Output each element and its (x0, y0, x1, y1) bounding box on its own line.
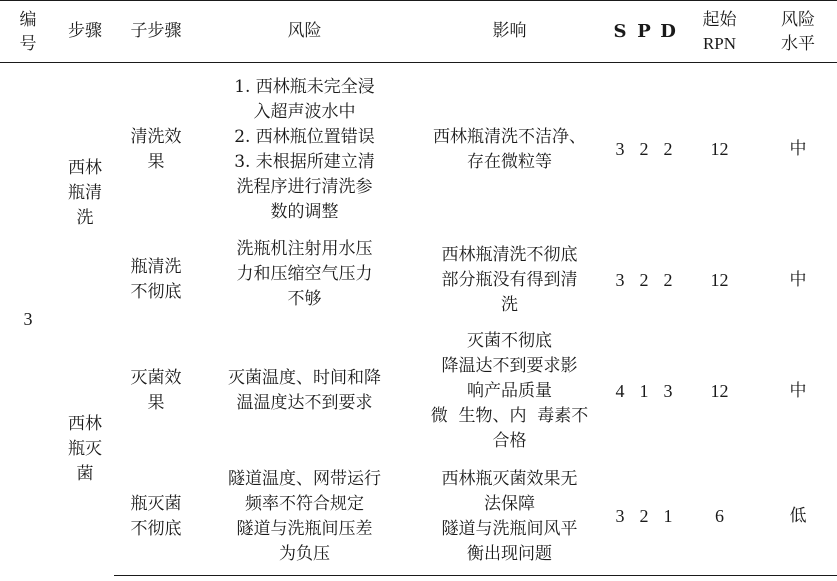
table-row (0, 63, 837, 237)
risk-level-cell: 低 (759, 459, 837, 576)
substep-cell: 瓶灭菌 不彻底 (114, 459, 198, 576)
rpn-cell: 12 (710, 139, 729, 160)
risk-level-cell: 中 (789, 139, 807, 160)
rpn-cell: 12 (710, 269, 729, 290)
header-rpn: 起始 RPN (680, 1, 759, 63)
probability-cell: 2 (639, 139, 649, 160)
header-step: 步骤 (56, 1, 114, 63)
risk-cell: 灭菌温度、时间和降 温温度达不到要求 (228, 368, 381, 413)
impact-cell: 西林瓶清洗不洁净、 存在微粒等 (433, 126, 586, 172)
rpn-cell: 6 (680, 459, 759, 576)
header-level: 风险 水平 (759, 1, 837, 63)
probability-cell: 2 (632, 459, 656, 576)
header-impact: 影响 (411, 1, 608, 63)
severity-cell: 3 (615, 139, 625, 160)
table-row (0, 324, 837, 459)
detection-cell: 2 (663, 269, 673, 290)
header-p: P (632, 1, 656, 63)
risk-cell: 洗瓶机注射用水压 力和压缩空气压力 不够 (236, 238, 373, 309)
substep-cell: 灭菌效 果 (130, 368, 182, 413)
header-s: S (608, 1, 632, 63)
group-id-cell: 3 (23, 308, 33, 329)
detection-cell: 3 (663, 380, 673, 401)
detection-cell: 1 (656, 459, 680, 576)
header-id: 编 号 (0, 1, 56, 63)
header-row (0, 1, 837, 63)
severity-cell: 3 (615, 269, 625, 290)
severity-cell: 3 (608, 459, 632, 576)
risk-cell: 隧道温度、网带运行 频率不符合规定 隧道与洗瓶间压差 为负压 (198, 459, 411, 576)
header-d: D (656, 1, 680, 63)
header-risk: 风险 (198, 1, 411, 63)
detection-cell: 2 (663, 139, 673, 160)
risk-level-cell: 中 (789, 380, 807, 401)
step-cell-sterilization: 西林 瓶灭 菌 (68, 414, 102, 484)
impact-cell: 灭菌不彻底 降温达不到要求影 响产品质量 微 生物、内 毒素不 合格 (430, 330, 589, 451)
severity-cell: 4 (615, 380, 625, 401)
header-substep: 子步骤 (114, 1, 198, 63)
table-row (0, 237, 837, 324)
risk-cell: 1. 西林瓶未完全浸 入超声波水中 2. 西林瓶位置错误 3. 未根据所建立清 洗程序进行清洗参 数的调整 (234, 76, 375, 222)
rpn-cell: 12 (710, 380, 729, 401)
step-cell-cleaning: 西林 瓶清 洗 (68, 157, 102, 228)
substep-cell: 瓶清洗 不彻底 (130, 257, 182, 302)
probability-cell: 1 (639, 380, 649, 401)
impact-cell: 西林瓶清洗不彻底 部分瓶没有得到清 洗 (441, 244, 578, 315)
impact-cell: 西林瓶灭菌效果无 法保障 隧道与洗瓶间风平 衡出现问题 (411, 459, 608, 576)
probability-cell: 2 (639, 269, 649, 290)
table-row (0, 459, 837, 576)
risk-level-cell: 中 (789, 269, 807, 290)
substep-cell: 清洗效 果 (130, 126, 182, 172)
